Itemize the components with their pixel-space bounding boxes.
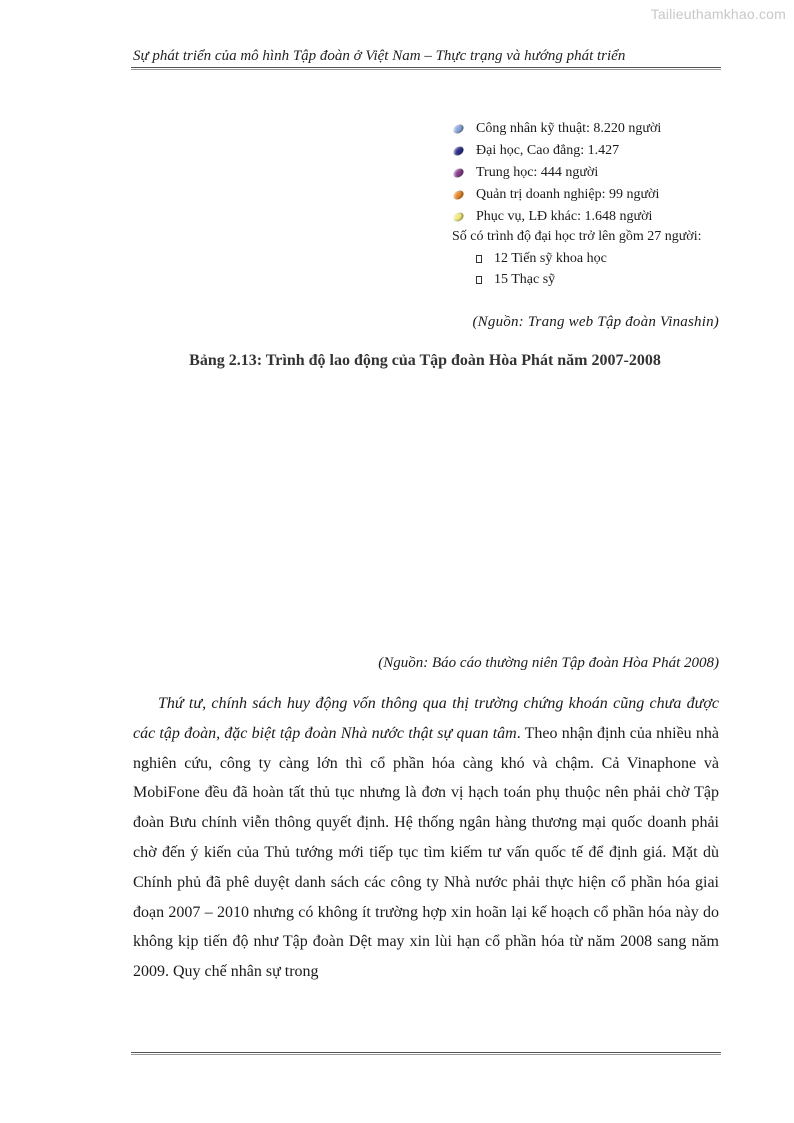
legend-item [452,118,701,140]
legend-bullet-icon [452,123,466,136]
header-rule [131,67,721,70]
table-caption: Bảng 2.13: Trình độ lao động của Tập đoàn Hòa Phát năm 2007-2008 [189,352,661,369]
source-note-vinashin: (Nguồn: Trang web Tập đoàn Vinashin) [472,314,719,330]
legend-bullet-icon [452,189,466,202]
footer-rule [131,1052,721,1055]
sub-list-item [476,269,701,290]
body-paragraph [133,689,719,987]
legend-item [452,184,701,206]
legend-bullet-icon [452,145,466,158]
running-header: Sự phát triển của mô hình Tập đoàn ở Việt Nam – Thực trạng và hướng phát triển [133,48,626,64]
source-note-hoa-phat: (Nguồn: Báo cáo thường niên Tập đoàn Hòa Phát 2008) [378,655,719,671]
legend-item [452,140,701,162]
legend-label: Quản trị doanh nghiệp: 99 người [476,187,660,202]
watermark: Tailieuthamkhao.com [650,6,786,22]
paragraph-body: . Theo nhận định của nhiều nhà nghiên cứu, công ty càng lớn thì cổ phần hóa càng khó và chậm. Cả Vinaphone và MobiFone đều đã hoàn tất thủ tục nhưng là đơn vị hạch toán phụ thuộc nên phải chờ Tập đoàn Bưu chính viễn thông quyết định. Hệ thống ngân hàng thương mại quốc doanh phải chờ đến ý kiến của Thủ tướng mới tiếp tục tìm kiếm tư vấn quốc tế để định giá. Mặt dù Chính phủ đã phê duyệt danh sách các công ty Nhà nước phải thực hiện cổ phần hóa giai đoạn 2007 – 2010 nhưng có không ít trường hợp xin hoãn lại kế hoạch cổ phần hóa này do không kịp tiến độ như Tập đoàn Dệt may xin lùi hạn cổ phần hóa từ năm 2008 sang năm 2009. Quy chế nhân sự trong [133,724,719,981]
legend-note: Số có trình độ đại học trở lên gồm 27 người: [452,229,702,244]
legend-label: Trung học: 444 người [476,165,599,180]
legend-bullet-icon [452,167,466,180]
sub-item-label: 12 Tiến sỹ khoa học [494,250,607,266]
square-bullet-icon [476,276,482,284]
legend-label: Công nhân kỹ thuật: 8.220 người [476,121,662,136]
sub-item-label: 15 Thạc sỹ [494,271,556,287]
paragraph-lead: Thứ tư, chính sách huy động vốn thông qua thị trường chứng khoán cũng chưa được các tập đoàn, đặc biệt tập đoàn Nhà nước thật sự quan tâm [133,695,719,742]
square-bullet-icon [476,255,482,263]
legend-item [452,162,701,184]
sub-list-item [476,248,701,269]
legend-label: Phục vụ, LĐ khác: 1.648 người [476,209,653,224]
legend-item [452,206,701,228]
legend [452,118,701,290]
legend-label: Đại học, Cao đẳng: 1.427 [476,143,620,158]
legend-bullet-icon [452,211,466,224]
